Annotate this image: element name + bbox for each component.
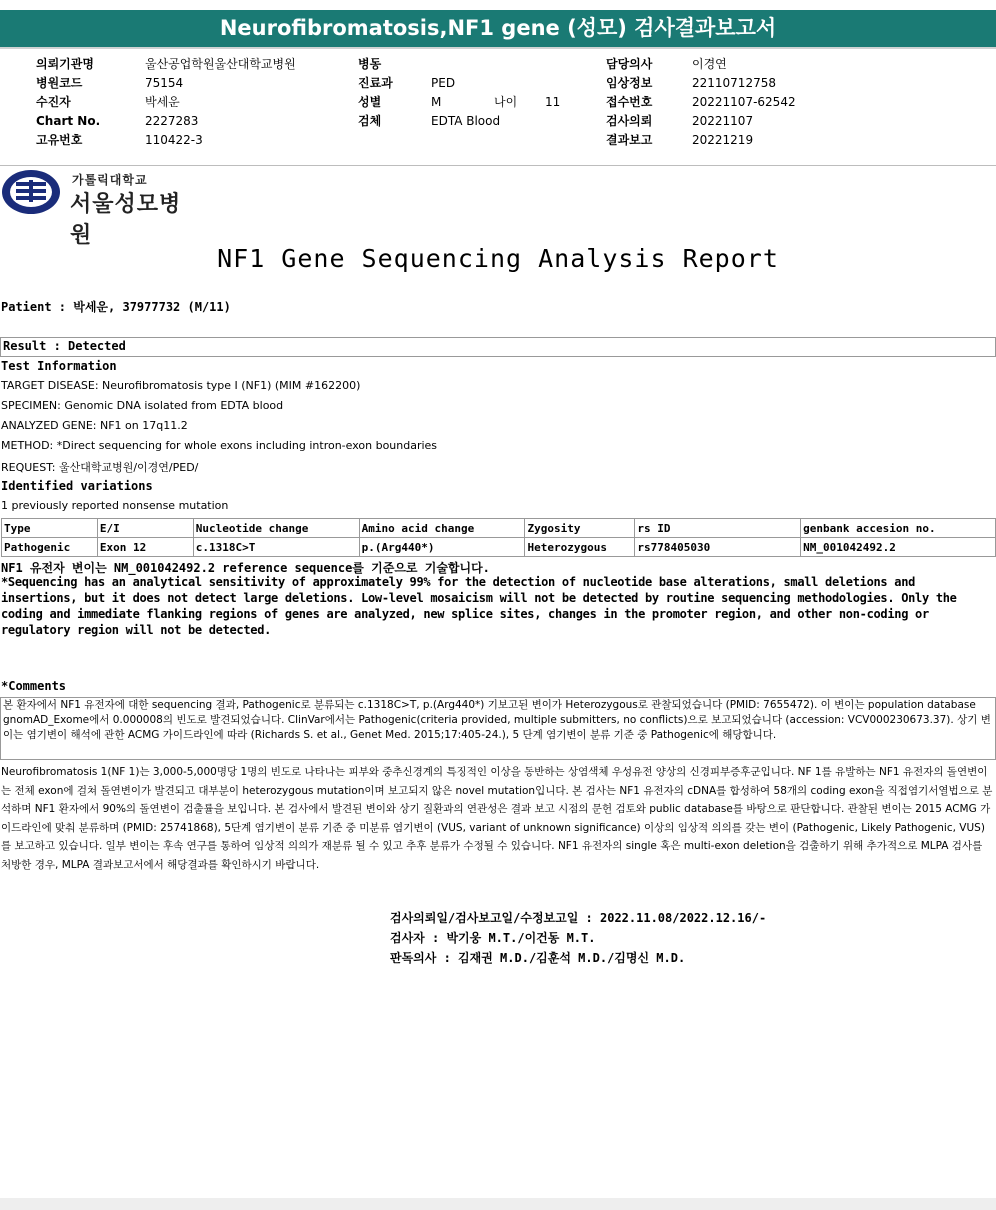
header-divider: [0, 165, 996, 166]
sequencing-note: *Sequencing has an analytical sensitivity of approximately 99% for the detection of nucleotide base alterations, small deletions and insertions, but it does not detect large deletions. Low-level mosaicism will not be detected by routine sequencing methodologies. Only the coding and immediate flanking regions of genes are analyzed, new splice sites, changes in the promoter region, and other non-coding or regulatory region will not be detected.: [1, 575, 957, 637]
value-patient: 박세운: [145, 95, 180, 109]
result-box: [0, 337, 996, 357]
signature-doctor: 판독의사 : 김재권 M.D./김훈석 M.D./김명신 M.D.: [390, 951, 686, 965]
label-clinical-info: 임상정보: [606, 76, 653, 90]
label-receipt-no: 접수번호: [606, 95, 653, 109]
table-cell: p.(Arg440*): [359, 538, 525, 557]
variation-table: [1, 518, 996, 557]
label-doctor: 담당의사: [606, 57, 653, 71]
report-header-title: Neurofibromatosis,NF1 gene (성모) 검사결과보고서: [0, 10, 996, 47]
table-header-cell: Zygosity: [525, 519, 635, 538]
table-header-cell: Nucleotide change: [193, 519, 359, 538]
analyzed-gene: ANALYZED GENE: NF1 on 17q11.2: [1, 419, 188, 432]
header-col2-labels: [358, 55, 393, 131]
value-receipt-no: 20221107-62542: [692, 95, 796, 109]
bottom-scroll-area: [0, 1198, 996, 1210]
label-specimen: 검체: [358, 114, 382, 128]
value-ward: [431, 55, 500, 74]
label-patient: 수진자: [36, 95, 71, 109]
label-sex: 성별: [358, 95, 382, 109]
logo-university-name: 가톨릭대학교: [72, 173, 148, 187]
target-disease: TARGET DISEASE: Neurofibromatosis type I (NF1) (MIM #162200): [1, 379, 361, 392]
label-report-date: 결과보고: [606, 133, 653, 147]
comment-body: Neurofibromatosis 1(NF 1)는 3,000-5,000명당 1명의 빈도로 나타나는 피부와 중추신경계의 특징적인 이상을 동반하는 상염색체 우성유전 양상의 신경피부증후군입니다. NF 1를 유발하는 NF1 유전자의 돌연변이는 전체 exon에 걸쳐 돌연변이가 발견되고 대부분이 heterozygous mutation이며 보고되지 않은 novel mutation입니다. 본 검사는 NF1 유전자의 cDNA를 합성하여 58개의 coding exon을 직접염기서열법으로 분석하며 NF1 환자에서 90%의 돌연변이 검출률을 보입니다. 본 검사에서 발견된 변이와 상기 질환과의 연관성은 결과 보고 시점의 문헌 검토와 public database를 바탕으로 판단합니다. 관찰된 변이는 2015 ACMG 가이드라인에 맞춰 분류하며 (PMID: 25741868), 5단계 염기변이 분류 기준 중 미분류 염기변이 (VUS, variant of unknown significance) 이상의 임상적 의의를 갖는 변이 (Pathogenic, Likely Pathogenic, VUS) 를 보고하고 있습니다. 일부 변이는 후속 연구를 통하여 임상적 의의가 재분류 될 수 있고 추후 분류가 수정될 수 있습니다. NF1 유전자의 single 혹은 multi-exon deletion을 검출하기 위해 추가적으로 MLPA 검사를 처방한 경우, MLPA 결과보고서에서 해당결과를 확인하시기 바랍니다.: [1, 766, 993, 871]
table-cell: NM_001042492.2: [801, 538, 996, 557]
value-unique-no: 110422-3: [145, 133, 203, 147]
method: METHOD: *Direct sequencing for whole exons including intron-exon boundaries: [1, 439, 438, 452]
hospital-logo: [0, 170, 200, 248]
result-text: Result : Detected: [3, 339, 126, 353]
table-cell: Heterozygous: [525, 538, 635, 557]
header-col1-labels: [36, 55, 100, 150]
table-header-row: [2, 519, 996, 538]
label-chart-no: Chart No.: [36, 114, 101, 128]
label-unique-no: 고유번호: [36, 133, 83, 147]
table-header-cell: rs ID: [635, 519, 801, 538]
header-col3-values: [692, 55, 796, 150]
request: REQUEST: 울산대학교병원/이경연/PED/: [1, 461, 199, 474]
value-request-date: 20221107: [692, 114, 754, 128]
label-hospital-code: 병원코드: [36, 76, 83, 90]
reference-note: NF1 유전자 변이는 NM_001042492.2 reference sequence를 기준으로 기술합니다.: [1, 561, 490, 575]
label-request-date: 검사의뢰: [606, 114, 653, 128]
value-chart-no: 2227283: [145, 114, 199, 128]
table-row: [2, 538, 996, 557]
value-clinical-info: 22110712758: [692, 76, 776, 90]
table-header-cell: Type: [2, 519, 98, 538]
value-specimen: EDTA Blood: [431, 114, 501, 128]
patient-line: Patient : 박세운, 37977732 (M/11): [1, 300, 231, 314]
signature-dates: 검사의뢰일/검사보고일/수정보고일 : 2022.11.08/2022.12.16/-: [390, 911, 767, 925]
label-ward: 병동: [358, 57, 382, 71]
table-cell: rs778405030: [635, 538, 801, 557]
table-cell: Pathogenic: [2, 538, 98, 557]
header-col3-labels: [606, 55, 652, 150]
hospital-emblem-icon: [2, 170, 60, 214]
value-institution: 울산공업학원울산대학교병원: [145, 57, 296, 71]
value-age: 11: [545, 95, 561, 109]
specimen: SPECIMEN: Genomic DNA isolated from EDTA blood: [1, 399, 284, 412]
signature-examiner: 검사자 : 박기웅 M.T./이건동 M.T.: [390, 931, 596, 945]
table-header-cell: Amino acid change: [359, 519, 525, 538]
value-department: PED: [431, 76, 456, 90]
table-cell: Exon 12: [97, 538, 193, 557]
test-info-heading: Test Information: [1, 359, 117, 373]
comments-heading: *Comments: [1, 679, 67, 693]
table-header-cell: E/I: [97, 519, 193, 538]
comment-box-text: 본 환자에서 NF1 유전자에 대한 sequencing 결과, Pathogenic로 분류되는 c.1318C>T, p.(Arg440*) 기보고된 변이가 Heterozygous로 관찰되었습니다 (PMID: 7655472). 이 변이는 population database gnomAD_Exome에서 0.000008의 빈도로 발견되었습니다. ClinVar에서는 Pathogenic(criteria provided, multiple submitters, no conflicts)으로 보고되었습니다 (accession: VCV000230673.37). 상기 변이는 염기변이 해석에 관한 ACMG 가이드라인에 따라 (Richards S. et al., Genet Med. 2015;17:405-24.), 5 단계 염기변이 분류 기준 중 Pathogenic에 해당합니다.: [3, 699, 991, 741]
value-hospital-code: 75154: [145, 76, 184, 90]
identified-heading: Identified variations: [1, 479, 153, 493]
value-sex: M: [431, 95, 442, 109]
identified-summary: 1 previously reported nonsense mutation: [1, 499, 229, 512]
table-cell: c.1318C>T: [193, 538, 359, 557]
label-department: 진료과: [358, 76, 393, 90]
table-header-cell: genbank accesion no.: [801, 519, 996, 538]
label-institution: 의뢰기관명: [36, 57, 94, 71]
header-col1-values: [145, 55, 296, 150]
value-doctor: 이경연: [692, 57, 727, 71]
label-age: 나이: [494, 95, 518, 109]
logo-hospital-name: 서울성모병원: [70, 192, 182, 248]
header-col2-values: [431, 55, 500, 131]
header-separator: [0, 47, 996, 49]
value-report-date: 20221219: [692, 133, 754, 147]
report-title: NF1 Gene Sequencing Analysis Report: [217, 244, 779, 273]
